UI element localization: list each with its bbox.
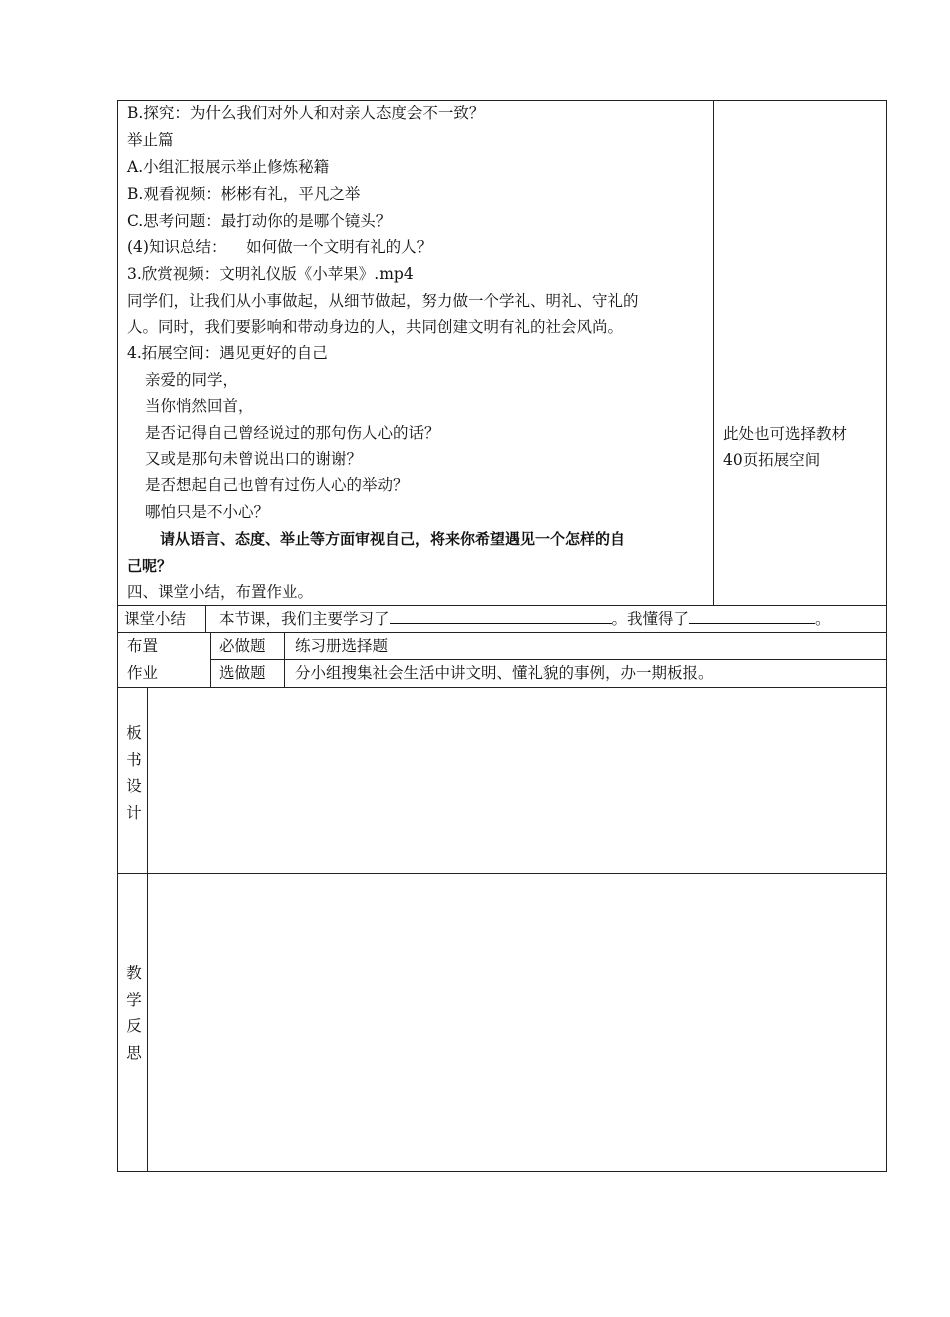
summary-label: 课堂小结 xyxy=(124,610,187,628)
bold-question-line-2: 己呢？ xyxy=(127,557,173,575)
table-border-bottom xyxy=(117,1171,887,1172)
poem-line-6: 哪怕只是不小心？ xyxy=(145,503,270,521)
optional-text: 分小组搜集社会生活中讲文明、懂礼貌的事例，办一期板报。 xyxy=(295,664,714,682)
lesson-line-1: B.探究：为什么我们对外人和对亲人态度会不一致？ xyxy=(127,104,485,122)
lesson-line-4: B.观看视频：彬彬有礼，平凡之举 xyxy=(127,185,361,203)
table-border-left xyxy=(117,100,118,1172)
row-divider-reflection-top xyxy=(117,873,887,874)
poem-line-2: 当你悄然回首， xyxy=(145,397,254,415)
lesson-line-9: 人。同时，我们要影响和带动身边的人，共同创建文明有礼的社会风尚。 xyxy=(127,318,624,336)
summary-text-before: 本节课，我们主要学习了 xyxy=(219,610,390,628)
summary-text-middle: 。我懂得了 xyxy=(611,610,690,628)
lesson-line-6: (4)知识总结： 如何做一个文明有礼的人？ xyxy=(127,238,433,256)
col-divider-vertical-labels xyxy=(147,687,148,1172)
summary-blank-1 xyxy=(390,609,612,624)
table-border-top xyxy=(117,100,887,101)
optional-label: 选做题 xyxy=(219,664,266,682)
lesson-line-8: 同学们，让我们从小事做起，从细节做起，努力做一个学礼、明礼、守礼的 xyxy=(127,292,639,310)
board-design-label: 板书设计 xyxy=(126,724,142,822)
homework-label-line-2: 作业 xyxy=(127,664,159,682)
poem-line-3: 是否记得自己曾经说过的那句伤人心的话？ xyxy=(145,424,440,442)
row-divider-homework-top xyxy=(117,632,887,633)
lesson-line-10: 4.拓展空间：遇见更好的自己 xyxy=(127,344,328,362)
summary-text xyxy=(219,609,831,629)
row-divider-board-top xyxy=(117,687,887,688)
lesson-closing: 四、课堂小结，布置作业。 xyxy=(127,583,314,601)
row-divider-homework-mid xyxy=(210,659,887,660)
homework-label-line-1: 布置 xyxy=(127,637,159,655)
side-note-line-1: 此处也可选择教材 xyxy=(723,425,848,443)
required-label: 必做题 xyxy=(219,637,266,655)
poem-line-1: 亲爱的同学， xyxy=(145,371,239,389)
summary-text-end: 。 xyxy=(815,610,831,628)
poem-line-4: 又或是那句未曾说出口的谢谢？ xyxy=(145,450,363,468)
required-text: 练习册选择题 xyxy=(295,637,389,655)
lesson-line-3: A.小组汇报展示举止修炼秘籍 xyxy=(127,158,330,176)
lesson-line-5: C.思考问题：最打动你的是哪个镜头？ xyxy=(127,212,392,230)
col-divider-homework-type xyxy=(284,632,285,688)
lesson-line-7: 3.欣赏视频：文明礼仪版《小苹果》.mp4 xyxy=(127,265,414,283)
col-divider-side-note xyxy=(713,100,714,606)
poem-line-5: 是否想起自己也曾有过伤人心的举动？ xyxy=(145,476,409,494)
col-divider-homework-label xyxy=(210,632,211,688)
row-divider-summary-top xyxy=(117,605,887,606)
lesson-line-2: 举止篇 xyxy=(127,131,174,149)
col-divider-summary-label xyxy=(205,605,206,633)
table-border-right xyxy=(886,100,887,1172)
summary-blank-2 xyxy=(689,609,815,624)
bold-question-line-1: 请从语言、态度、举止等方面审视自己，将来你希望遇见一个怎样的自 xyxy=(160,530,626,548)
reflection-label: 教学反思 xyxy=(126,964,142,1062)
side-note-line-2: 40页拓展空间 xyxy=(723,451,821,469)
